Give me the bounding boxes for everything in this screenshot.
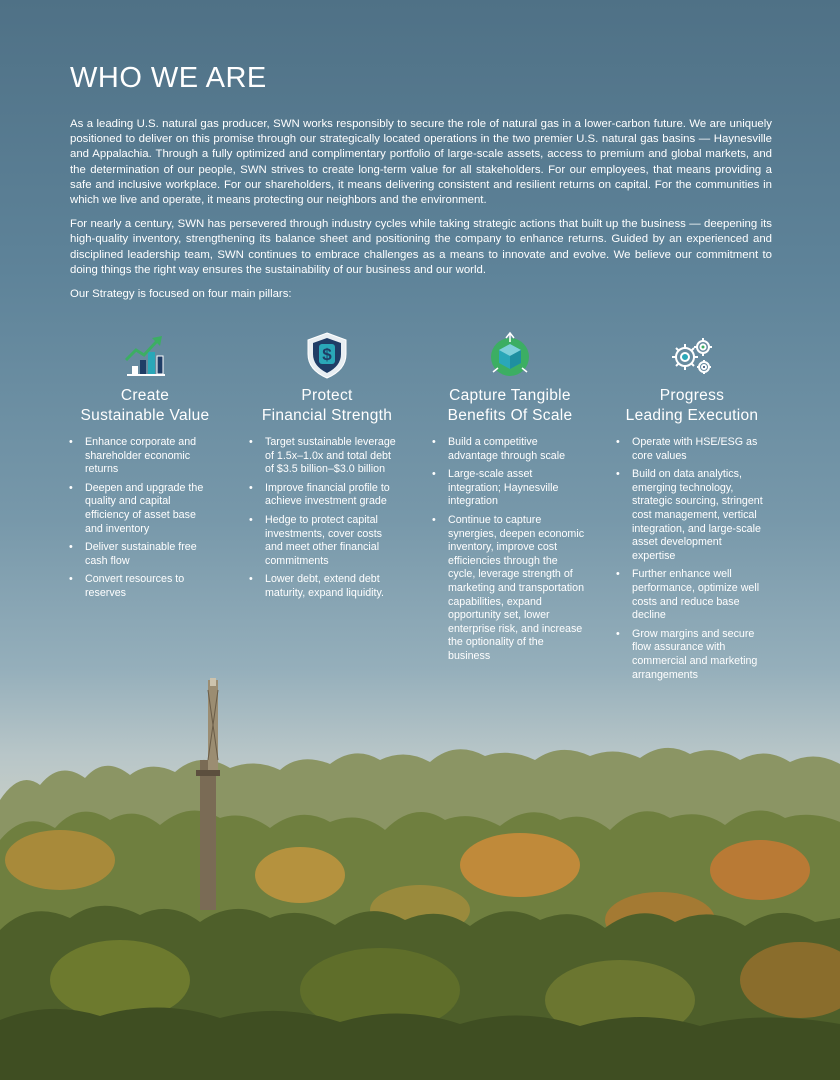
list-item: • Improve financial profile to achieve investment grade	[249, 482, 401, 509]
list-item: • Deepen and upgrade the quality and capital efficiency of asset base and inventory	[69, 482, 209, 536]
intro-paragraph-1: As a leading U.S. natural gas producer, SWN works responsibly to secure the role of natural gas in a lower-carbon future. We are uniquely positioned to deliver on this promise through our strategically located operations in the two premier U.S. natural gas basins — Haynesville and Appalachia. Through a fully optimized and complimentary portfolio of large-scale assets, access to premium and global markets, and the determination of our people, SWN strives to create long-term value for all stakeholders. For our employees, that means providing a safe and inclusive workplace. For our shareholders, it means delivering consistent and resilient returns on capital. For the communities in which we live and operate, it means protecting our neighbors and the environment.	[70, 118, 772, 207]
strategy-pillars	[55, 330, 800, 690]
list-item: • Deliver sustainable free cash flow	[69, 541, 209, 568]
growth-chart-icon	[120, 330, 170, 380]
list-item: • Lower debt, extend debt maturity, expand liquidity.	[249, 573, 401, 600]
intro-paragraph-2: For nearly a century, SWN has persevered through industry cycles while taking strategic actions that built up the business — deepening its high-quality inventory, strengthening its balance sheet and positioning the company to enhance returns. Guided by an experienced and disciplined leadership team, SWN continues to embrace challenges as a means to innovate and evolve. We believe our commitment to doing things the right way ensures the sustainability of our business and our world.	[70, 218, 772, 276]
pillar-bullets	[69, 436, 209, 606]
list-item: • Large-scale asset integration; Haynesville integration	[432, 468, 586, 509]
scale-cube-icon	[485, 330, 535, 380]
list-item: • Operate with HSE/ESG as core values	[616, 436, 766, 463]
pillar-bullets	[432, 436, 586, 669]
dollar-shield-icon	[302, 330, 352, 380]
gears-icon	[667, 330, 717, 380]
page-heading: WHO WE ARE	[70, 62, 267, 94]
pillar-title: Progress Leading Execution	[625, 387, 759, 424]
pillar-bullets	[249, 436, 401, 606]
list-item: • Build a competitive advantage through scale	[432, 436, 586, 463]
list-item: • Continue to capture synergies, deepen economic inventory, improve cost efficiencies through the cycle, leverage strength of marketing and transportation capabilities, expand opportunity set, lower enterprise risk, and increase the optionality of the business	[432, 514, 586, 664]
list-item: • Enhance corporate and shareholder economic returns	[69, 436, 209, 477]
pillar-title: Create Sustainable Value	[80, 387, 210, 424]
list-item: • Target sustainable leverage of 1.5x–1.0x and total debt of $3.5 billion–$3.0 billion	[249, 436, 401, 477]
pillars-intro: Our Strategy is focused on four main pillars:	[70, 288, 292, 301]
pillar-title: Protect Financial Strength	[261, 387, 393, 424]
list-item: • Hedge to protect capital investments, cover costs and meet other financial commitments	[249, 514, 401, 568]
list-item: • Build on data analytics, emerging technology, strategic sourcing, stringent cost management, vertical integration, and large-scale asset development expertise	[616, 468, 766, 563]
forest-landscape-photo	[0, 660, 840, 1080]
pillar-title: Capture Tangible Benefits Of Scale	[447, 387, 573, 424]
who-we-are-section	[70, 62, 772, 302]
list-item: • Further enhance well performance, optimize well costs and reduce base decline	[616, 568, 766, 622]
list-item: • Grow margins and secure flow assurance with commercial and marketing arrangements	[616, 628, 766, 682]
pillar-bullets	[616, 436, 766, 687]
svg-text:$: $	[322, 345, 332, 364]
list-item: • Convert resources to reserves	[69, 573, 209, 600]
